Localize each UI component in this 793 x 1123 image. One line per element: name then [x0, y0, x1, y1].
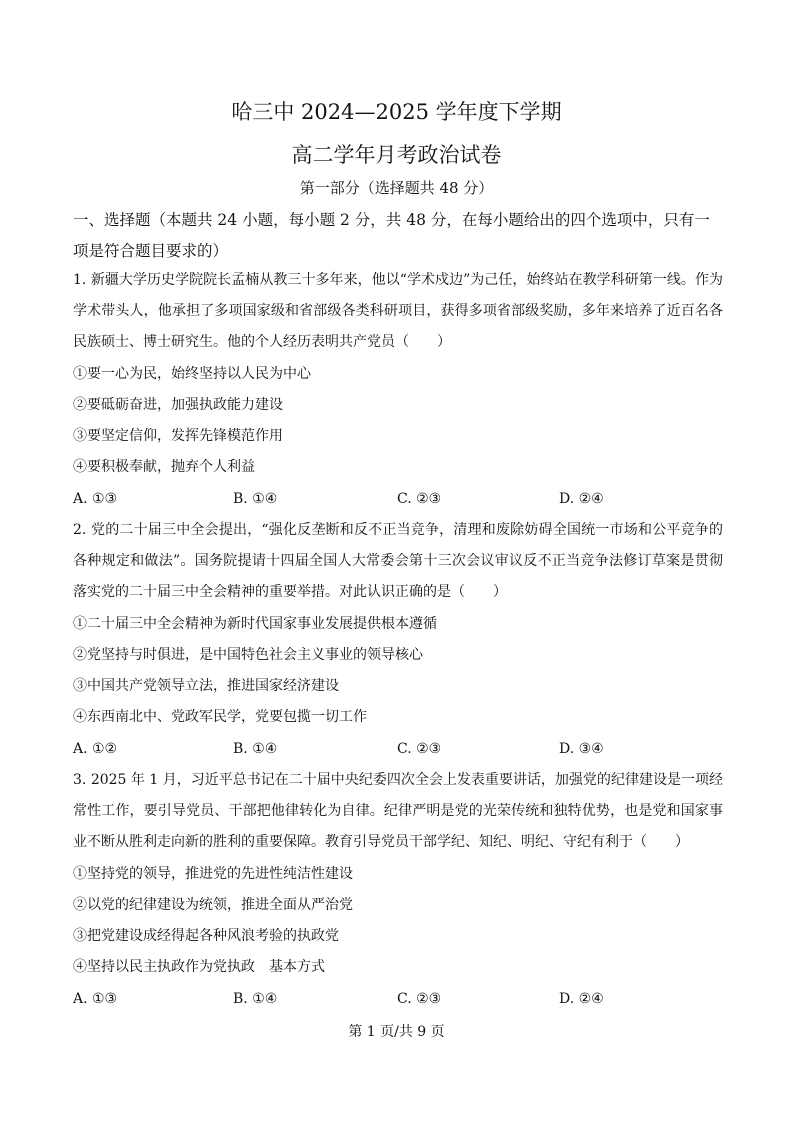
question-3-option-4: ④坚持以民主执政作为党执政 基本方式	[73, 959, 325, 975]
exam-title-school-term: 哈三中 2024—2025 学年度下学期	[231, 100, 562, 124]
question-3-answer-c: C. ②③	[397, 991, 442, 1007]
part-heading: 第一部分（选择题共 48 分）	[299, 179, 494, 197]
question-2-answer-a: A. ①②	[73, 741, 118, 757]
question-2-stem: 2. 党的二十届三中全会提出，“强化反垄断和反不正当竞争，清理和废除妨碍全国统一市场和公平竞争的各种规定和做法”。国务院提请十四届全国人大常委会第十三次会议审议反不正当竞争法修订草案是贯彻落实党的二十届三中全会精神的重要举措。对此认识正确的是（ ）	[73, 522, 723, 600]
page-number: 第 1 页/共 9 页	[348, 1024, 445, 1040]
question-1-option-3: ③要坚定信仰，发挥先锋模范作用	[73, 428, 283, 444]
question-2-option-4: ④东西南北中、党政军民学，党要包揽一切工作	[73, 709, 367, 725]
question-3-answers	[73, 984, 723, 1015]
question-3-answer-a: A. ①③	[73, 991, 118, 1007]
question-1-option-2: ②要砥砺奋进，加强执政能力建设	[73, 397, 283, 413]
question-1-stem: 1. 新疆大学历史学院院长孟楠从教三十多年来，他以“学术戍边”为己任，始终站在教学科研第一线。作为学术带头人，他承担了多项国家级和省部级各类科研项目，获得多项省部级奖励，多年来培养了近百名各民族硕士、博士研究生。他的个人经历表明共产党员（ ）	[73, 272, 723, 350]
question-2-answer-c: C. ②③	[397, 741, 442, 757]
question-1-answer-d: D. ②④	[559, 491, 604, 507]
question-3-answer-d: D. ②④	[559, 991, 604, 1007]
question-2-answer-d: D. ③④	[559, 741, 604, 757]
question-2-option-2: ②党坚持与时俱进，是中国特色社会主义事业的领导核心	[73, 647, 423, 663]
exam-title-subject: 高二学年月考政治试卷	[291, 143, 502, 167]
question-1-option-4: ④要积极奉献，抛弃个人利益	[73, 459, 255, 475]
question-2-answer-b: B. ①④	[233, 741, 278, 757]
question-3-stem: 3. 2025 年 1 月，习近平总书记在二十届中央纪委四次全会上发表重要讲话，加强党的纪律建设是一项经常性工作，要引导党员、干部把他律转化为自律。纪律严明是党的光荣传统和独特优势，也是党和国家事业不断从胜利走向新的胜利的重要保障。教育引导党员干部学纪、知纪、明纪、守纪有利于（ ）	[73, 772, 723, 850]
question-1-option-1: ①要一心为民，始终坚持以人民为中心	[73, 366, 311, 382]
question-3-option-3: ③把党建设成经得起各种风浪考验的执政党	[73, 928, 339, 944]
question-3-option-2: ②以党的纪律建设为统领，推进全面从严治党	[73, 897, 353, 913]
question-1-answers	[73, 484, 723, 515]
question-3-option-1: ①坚持党的领导，推进党的先进性纯洁性建设	[73, 866, 353, 882]
question-1-answer-c: C. ②③	[397, 491, 442, 507]
question-1-answer-a: A. ①③	[73, 491, 118, 507]
question-1-answer-b: B. ①④	[233, 491, 278, 507]
question-2-option-1: ①二十届三中全会精神为新时代国家事业发展提供根本遵循	[73, 616, 437, 632]
question-2-option-3: ③中国共产党领导立法，推进国家经济建设	[73, 678, 339, 694]
question-3-answer-b: B. ①④	[233, 991, 278, 1007]
section-instructions: 一、选择题（本题共 24 小题，每小题 2 分，共 48 分，在每小题给出的四个选项中，只有一项是符合题目要求的）	[73, 211, 710, 260]
question-2-answers	[73, 734, 723, 765]
